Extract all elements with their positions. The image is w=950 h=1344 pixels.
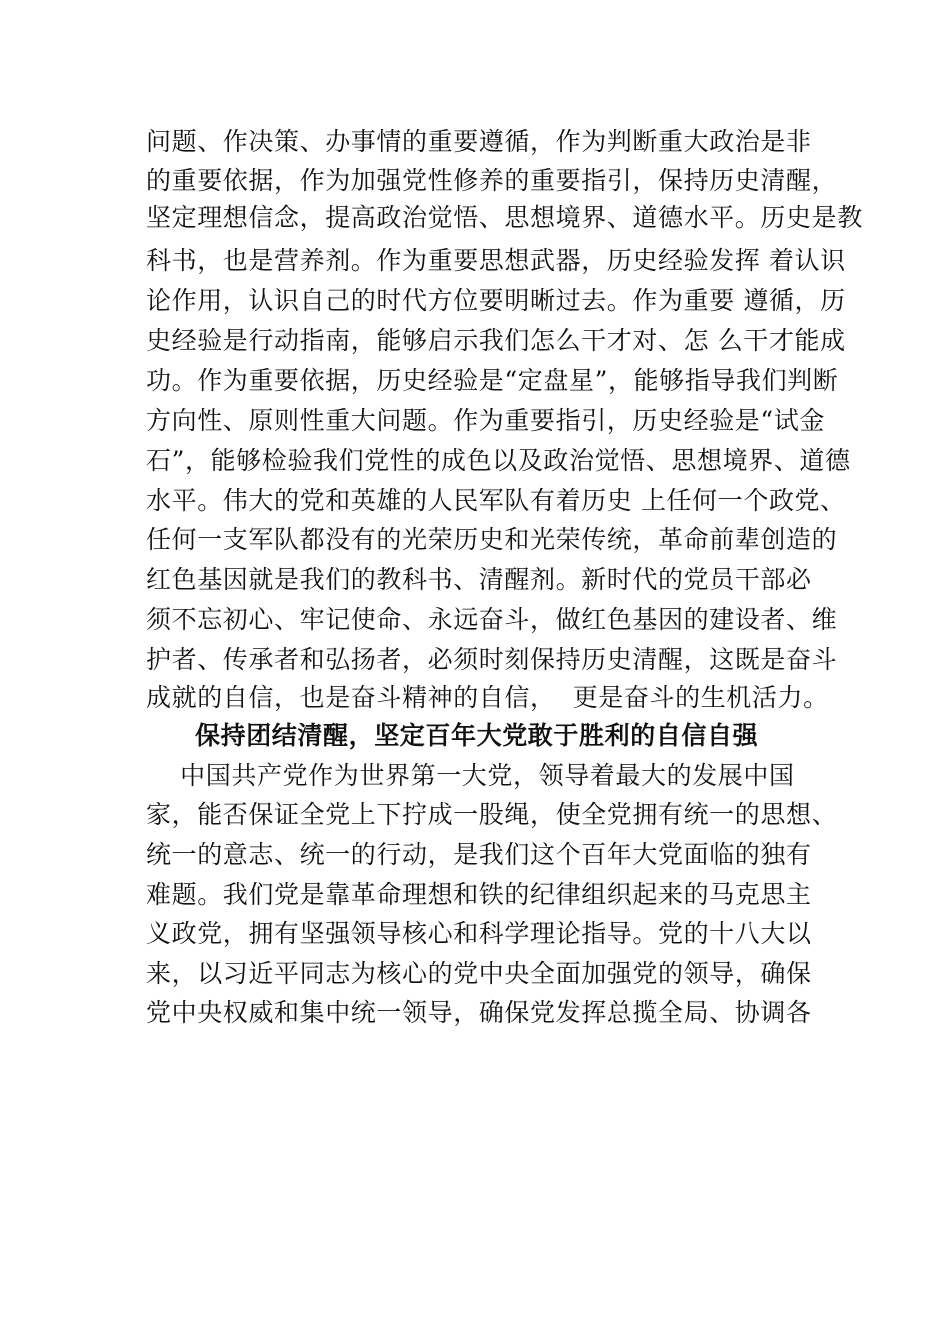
paragraph-1-line: 的重要依据，作为加强党性修养的重要指引，保持历史清醒， xyxy=(146,166,838,195)
paragraph-1-line: 问题、作决策、办事情的重要遵循，作为判断重大政治是非 xyxy=(146,127,812,156)
paragraph-1-line: 须不忘初心、牢记使命、永远奋斗，做红色基因的建设者、维 xyxy=(146,605,838,634)
section-heading: 保持团结清醒，坚定百年大党敢于胜利的自信自强 xyxy=(195,721,759,750)
paragraph-1-line: 石”，能够检验我们党性的成色以及政治觉悟、思想境界、道德 xyxy=(146,446,851,475)
paragraph-2-line: 难题。我们党是靠革命理想和铁的纪律组织起来的马克思主 xyxy=(146,880,812,909)
paragraph-1-line: 科书，也是营养剂。作为重要思想武器，历史经验发挥 着认识 xyxy=(146,246,846,275)
paragraph-1-line: 任何一支军队都没有的光荣历史和光荣传统，革命前辈创造的 xyxy=(146,525,838,554)
paragraph-1-line: 水平。伟大的党和英雄的人民军队有着历史 上任何一个政党、 xyxy=(146,486,846,515)
paragraph-1-line: 史经验是行动指南，能够启示我们怎么干才对、怎 么干才能成 xyxy=(146,326,846,355)
paragraph-1-line: 坚定理想信念，提高政治觉悟、思想境界、道德水平。历史是教 xyxy=(146,203,863,232)
paragraph-2-line: 家，能否保证全党上下拧成一股绳，使全党拥有统一的思想、 xyxy=(146,800,838,829)
paragraph-1-line: 论作用，认识自己的时代方位要明晰过去。作为重要 遵循，历 xyxy=(146,286,846,315)
paragraph-1-line: 护者、传承者和弘扬者，必须时刻保持历史清醒，这既是奋斗 xyxy=(146,645,838,674)
paragraph-2-line: 党中央权威和集中统一领导，确保党发挥总揽全局、协调各 xyxy=(146,998,812,1027)
paragraph-2-line: 中国共产党作为世界第一大党，领导着最大的发展中国 xyxy=(146,761,795,790)
paragraph-1-line: 红色基因就是我们的教科书、清醒剂。新时代的党员干部必 xyxy=(146,565,812,594)
paragraph-1-line: 方向性、原则性重大问题。作为重要指引，历史经验是“试金 xyxy=(146,406,825,435)
paragraph-2-line: 义政党，拥有坚强领导核心和科学理论指导。党的十八大以 xyxy=(146,919,812,948)
paragraph-2-line: 来，以习近平同志为核心的党中央全面加强党的领导，确保 xyxy=(146,959,812,988)
paragraph-2-line: 统一的意志、统一的行动，是我们这个百年大党面临的独有 xyxy=(146,840,812,869)
paragraph-1-line: 成就的自信，也是奋斗精神的自信， 更是奋斗的生机活力。 xyxy=(146,683,829,712)
paragraph-1-line: 功。作为重要依据，历史经验是“定盘星”，能够指导我们判断 xyxy=(146,366,839,395)
